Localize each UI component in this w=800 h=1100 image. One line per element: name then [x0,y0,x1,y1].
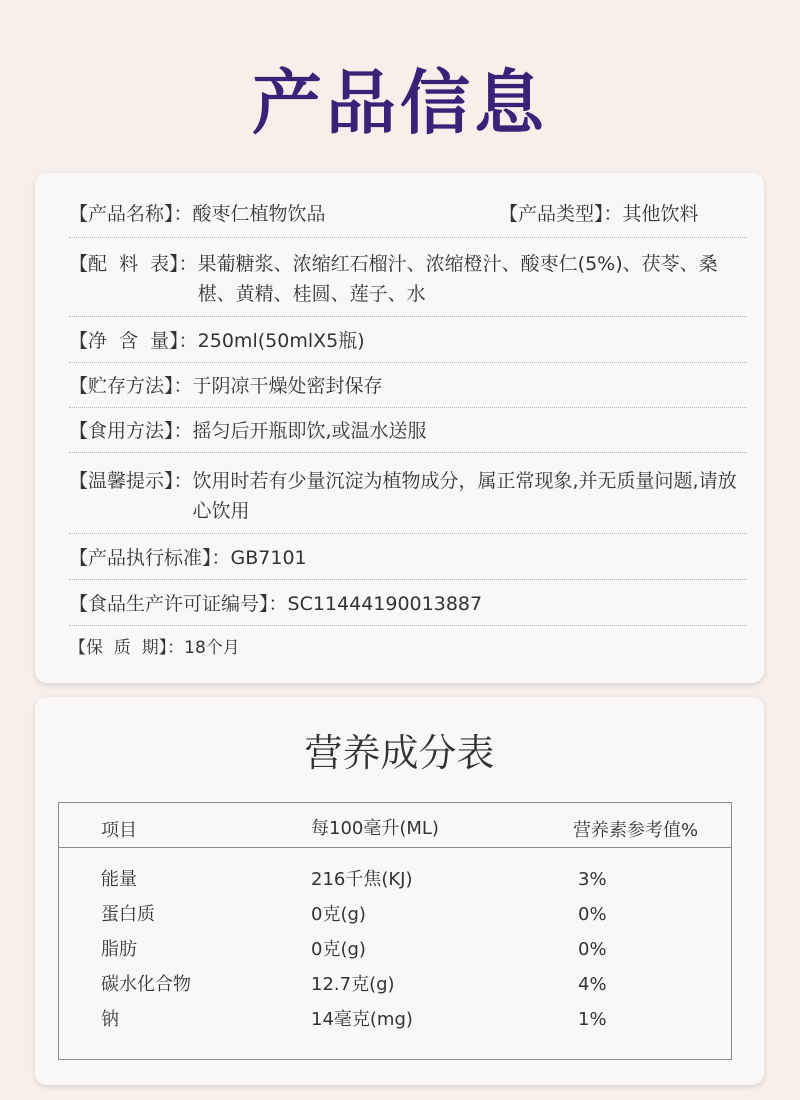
info-row-ingredients [69,249,747,317]
info-value: 酸枣仁植物饮品 [192,203,326,225]
header-per-100ml: 每100毫升(ML) [311,818,439,839]
nutrient-amount: 12.7克(g) [311,974,395,995]
nutrient-nrv: 4% [578,974,607,995]
info-value: GB7101 [230,547,307,569]
info-row-tips [69,466,747,534]
info-row-name [69,199,747,238]
nutrition-title: 营养成分表 [304,731,495,775]
nutrient-name: 能量 [101,869,137,890]
nutrient-name: 蛋白质 [101,904,155,925]
info-label: 【贮存方法】： [69,375,193,397]
nutrition-card [35,697,764,1085]
info-label: 【保 质 期】： [69,638,185,658]
info-label: 【产品名称】： [69,203,193,225]
info-row-usage [69,416,747,453]
info-row-shelf-life [69,633,747,665]
info-label: 【食品生产许可证编号】： [69,593,288,615]
info-label: 【温馨提示】： [69,470,193,492]
info-value: 250ml(50mlX5瓶) [197,330,365,352]
nutrient-nrv: 3% [578,869,607,890]
nutrient-amount: 14毫克(mg) [311,1009,413,1030]
info-label: 【净 含 量】： [69,330,198,352]
nutrition-table [58,802,732,1060]
nutrient-amount: 0克(g) [311,904,366,925]
info-label: 【产品执行标准】： [69,547,231,569]
nutrient-nrv: 1% [578,1009,607,1030]
info-value: 摇匀后开瓶即饮,或温水送服 [192,420,427,442]
info-value: 于阴凉干燥处密封保存 [192,375,383,397]
nutrient-name: 钠 [101,1009,119,1030]
info-row-standard [69,543,747,580]
info-value: 饮用时若有少量沉淀为植物成分，属正常现象,并无质量问题,请放心饮用 [192,470,737,522]
nutrition-table-header [59,803,731,848]
info-value: SC11444190013887 [287,593,483,615]
product-info-card [35,173,764,683]
nutrient-amount: 216千焦(KJ) [311,869,413,890]
info-value: 果葡糖浆、浓缩红石榴汁、浓缩橙汁、酸枣仁(5%)、茯苓、桑椹、黄精、桂圆、莲子、水 [197,253,718,305]
nutrient-amount: 0克(g) [311,939,366,960]
nutrient-name: 碳水化合物 [101,974,191,995]
nutrient-name: 脂肪 [101,939,137,960]
info-value: 18个月 [184,638,240,658]
product-type-group [499,199,699,229]
header-nrv: 营养素参考值% [573,820,699,841]
nutrient-nrv: 0% [578,904,607,925]
info-value: 其他饮料 [622,203,699,225]
nutrient-nrv: 0% [578,939,607,960]
info-row-net-content [69,326,747,363]
page-title: 产品信息 [252,62,548,144]
info-label: 【食用方法】： [69,420,193,442]
info-label: 【产品类型】： [499,203,623,225]
info-row-storage [69,371,747,408]
info-label: 【配 料 表】： [69,253,198,275]
info-row-license [69,589,747,626]
header-item: 项目 [101,820,137,841]
